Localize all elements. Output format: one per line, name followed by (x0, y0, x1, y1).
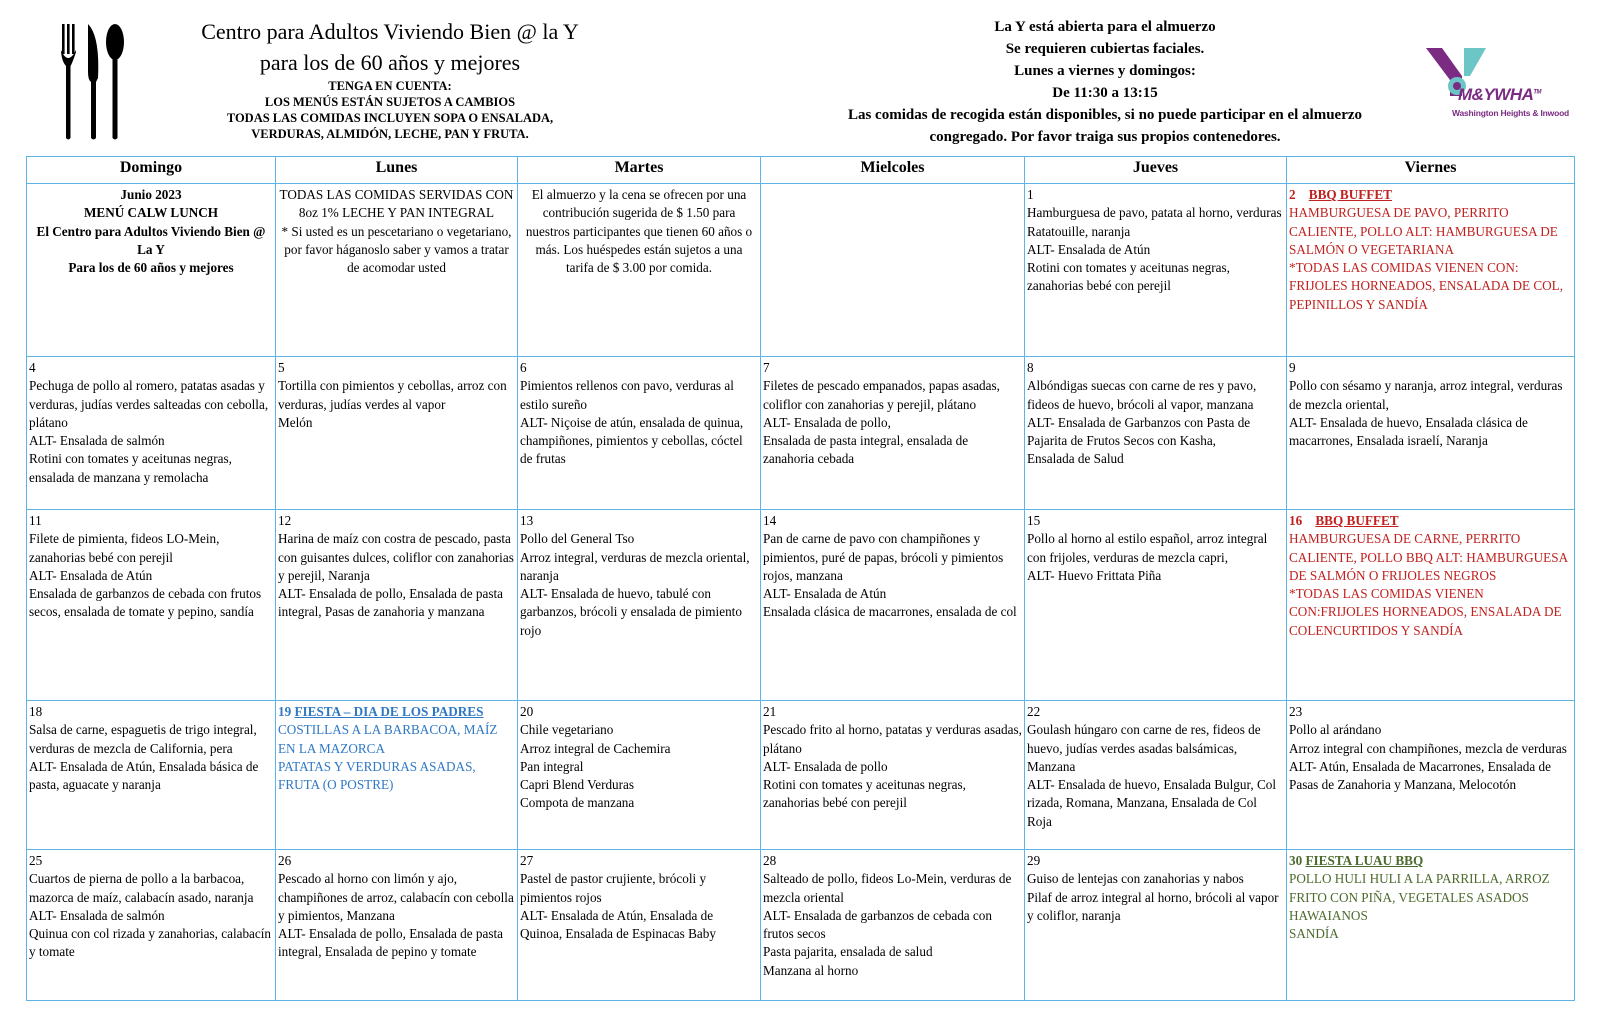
note-text: * Si usted es un pescetariano o vegetariano, por favor háganoslo saber y vamos a tratar de acomodar usted (281, 223, 512, 276)
menu-line: Filetes de pescado empanados, papas asadas, coliflor con zanahorias y perejil, plátano (763, 378, 1000, 412)
menu-line: HAMBURGUESA DE PAVO, PERRITO CALIENTE, POLLO ALT: HAMBURGUESA DE SALMÓN O VEGETARIANA (1289, 205, 1558, 257)
menu-line: POLLO HULI HULI A LA PARRILLA, ARROZ FRITO CON PIÑA, VEGETALES ASADOS HAWAIANOS (1289, 871, 1550, 923)
day-number: 4 (29, 360, 36, 375)
day-cell-21 (761, 701, 1025, 850)
day-number: 22 (1027, 704, 1041, 719)
menu-line: Harina de maíz con costra de pescado, pasta con guisantes dulces, coliflor con zanahorias y perejil, Naranja (278, 531, 514, 583)
info-line: Se requieren cubiertas faciales. (1005, 41, 1205, 57)
menu-line: Hamburguesa de pavo, patata al horno, verduras Ratatouille, naranja (1027, 205, 1282, 239)
menu-line: Pastel de pastor crujiente, brócoli y pimientos rojos (520, 871, 707, 905)
info-line: De 11:30 a 13:15 (1052, 85, 1158, 101)
weekday-header: Martes (518, 157, 761, 184)
weekday-header: Mielcoles (761, 157, 1025, 184)
info-line: congregado. Por favor traiga sus propios contenedores. (929, 129, 1281, 145)
day-number: 26 (278, 853, 292, 868)
day-cell-2-bbq (1287, 184, 1575, 357)
note-line: LOS MENÚS ESTÁN SUJETOS A CAMBIOS (264, 95, 516, 109)
menu-line: Ensalada de garbanzos de cebada con frutos secos, ensalada de tomate y pepino, sandía (29, 586, 262, 620)
menu-line: ALT- Ensalada de garbanzos de cebada con frutos secos (763, 907, 992, 942)
weekday-header: Viernes (1287, 157, 1575, 184)
menu-line: *TODAS LAS COMIDAS VIENEN CON: FRIJOLES HORNEADOS, ENSALADA DE COL, PEPINILLOS Y SANDÍA (1289, 260, 1564, 312)
day-cell-8 (1025, 357, 1287, 510)
menu-calendar (26, 156, 1575, 1001)
weekday-header: Domingo (27, 157, 276, 184)
day-number: 1 (1027, 187, 1034, 202)
weekday-header-row (27, 157, 1575, 184)
menu-line: ALT- Huevo Frittata Piña (1027, 567, 1162, 583)
menu-line: Pescado frito al horno, patatas y verduras asadas, plátano (763, 722, 1022, 756)
menu-line: ALT- Ensalada de Atún (1027, 241, 1151, 257)
day-cell-22 (1025, 701, 1287, 850)
menu-line: Filete de pimienta, fideos LO-Mein, zanahorias bebé con perejil (29, 531, 220, 565)
menu-line: SANDÍA (1289, 926, 1339, 942)
day-cell-4 (27, 357, 276, 510)
milk-bread-note-cell (276, 184, 518, 357)
center-name: El Centro para Adultos Viviendo Bien @ La Y (36, 223, 266, 257)
menu-line: ALT- Atún, Ensalada de Macarrones, Ensalada de Pasas de Zanahoria y Manzana, Melocotón (1289, 758, 1551, 793)
day-number: 23 (1289, 704, 1303, 719)
note-line: TODAS LAS COMIDAS INCLUYEN SOPA O ENSALADA, (226, 111, 554, 125)
day-cell-14 (761, 510, 1025, 701)
day-number: 29 (1027, 853, 1041, 868)
menu-line: Pan integral (520, 758, 584, 774)
menu-line: PATATAS Y VERDURAS ASADAS, FRUTA (O POSTRE) (278, 758, 476, 793)
day-cell-23 (1287, 701, 1575, 850)
day-number: 7 (763, 360, 770, 375)
day-cell-9 (1287, 357, 1575, 510)
menu-line: Goulash húngaro con carne de res, fideos de huevo, judías verdes asadas balsámicas, Manzana (1027, 722, 1261, 774)
day-cell-1 (1025, 184, 1287, 357)
menu-line: ALT- Ensalada de salmón (29, 907, 165, 923)
page-subtitle: para los de 60 años y mejores (259, 50, 521, 75)
menu-line: Pimientos rellenos con pavo, verduras al estilo sureño (520, 378, 734, 412)
day-cell-29 (1025, 850, 1287, 1001)
day-number: 27 (520, 853, 534, 868)
note-text: El almuerzo y la cena se ofrecen por una contribución sugerida de $ 1.50 para nuestros participantes que tienen 60 años o más. Los huéspedes están sujetos a una tarifa de $ 3.00 por comida. (525, 187, 753, 276)
week-row (27, 510, 1575, 701)
hours-info (795, 16, 1415, 148)
menu-line: Pan de carne de pavo con champiñones y pimientos, puré de papas, brócoli y pimientos rojos, manzana (763, 531, 1004, 583)
menu-line: Arroz integral de Cachemira (520, 740, 671, 756)
audience-label: Para los de 60 años y mejores (68, 260, 234, 276)
weekday-header: Jueves (1025, 157, 1287, 184)
month-label: Junio 2023 (120, 187, 182, 202)
day-number: 8 (1027, 360, 1034, 375)
title-block (140, 16, 640, 142)
week-row (27, 701, 1575, 850)
day-cell-12 (276, 510, 518, 701)
note-text: 8oz 1% LECHE Y PAN INTEGRAL (298, 205, 495, 221)
day-cell-16-bbq (1287, 510, 1575, 701)
day-number: 12 (278, 513, 292, 528)
menu-line: Pollo del General Tso (520, 531, 635, 547)
menu-line: ALT- Ensalada de pollo, (763, 414, 891, 430)
menu-line: Capri Blend Verduras (520, 777, 635, 793)
menu-line: Pescado al horno con limón y ajo, champiñones de arroz, calabacín con cebolla y pimientos, Manzana (278, 871, 514, 923)
contribution-note-cell (518, 184, 761, 357)
day-cell-7 (761, 357, 1025, 510)
day-number: 14 (763, 513, 777, 528)
day-number: 6 (520, 360, 527, 375)
menu-line: Pollo al arándano (1289, 722, 1382, 738)
menu-line: Salteado de pollo, fideos Lo-Mein, verduras de mezcla oriental (763, 871, 1012, 905)
menu-line: Arroz integral con champiñones, mezcla de verduras (1289, 740, 1567, 756)
week-row (27, 184, 1575, 357)
menu-line: Ensalada clásica de macarrones, ensalada de col (763, 604, 1017, 620)
day-number: 5 (278, 360, 285, 375)
menu-line: Chile vegetariano (520, 722, 614, 738)
week-row (27, 357, 1575, 510)
day-number: 28 (763, 853, 777, 868)
menu-line: Rotini con tomates y aceitunas negras, zanahorias bebé con perejil (1027, 260, 1230, 294)
note-line: TENGA EN CUENTA: (328, 79, 452, 93)
menu-line: Arroz integral, verduras de mezcla oriental, naranja (520, 549, 750, 583)
menu-line: *TODAS LAS COMIDAS VIENEN CON:FRIJOLES HORNEADOS, ENSALADA DE COLENCURTIDOS Y SANDÍA (1289, 586, 1562, 638)
menu-line: Albóndigas suecas con carne de res y pavo, fideos de huevo, brócoli al vapor, manzana (1027, 378, 1257, 412)
menu-line: ALT- Ensalada de pollo, Ensalada de pasta integral, Pasas de zanahoria y manzana (278, 586, 503, 620)
day-cell-18 (27, 701, 276, 850)
menu-name: MENÚ CALW LUNCH (83, 205, 219, 221)
special-heading: 2 BBQ BUFFET (1289, 187, 1392, 202)
menu-line: Tortilla con pimientos y cebollas, arroz con verduras, judías verdes al vapor (278, 378, 507, 412)
menu-line: HAMBURGUESA DE CARNE, PERRITO CALIENTE, POLLO BBQ ALT: HAMBURGUESA DE SALMÓN O FRIJOLES NEGROS (1289, 531, 1568, 583)
menu-line: COSTILLAS A LA BARBACOA, MAÍZ EN LA MAZORCA (278, 722, 498, 756)
day-number: 11 (29, 513, 42, 528)
menu-line: Melón (278, 414, 313, 430)
day-number: 13 (520, 513, 534, 528)
menu-line: Rotini con tomates y aceitunas negras, zanahorias bebé con perejil (763, 777, 966, 811)
day-cell-19-fiesta (276, 701, 518, 850)
menu-line: Ensalada de pasta integral, ensalada de zanahoria cebada (763, 433, 969, 467)
info-line: Lunes a viernes y domingos: (1014, 63, 1196, 79)
menu-line: Pollo al horno al estilo español, arroz integral con frijoles, verduras de mezcla capri, (1027, 531, 1268, 565)
menu-line: Pasta pajarita, ensalada de salud (763, 944, 933, 960)
empty-day-cell (761, 184, 1025, 357)
menu-line: ALT- Ensalada de huevo, Ensalada clásica de macarrones, Ensalada israelí, Naranja (1289, 414, 1528, 449)
menu-line: ALT- Ensalada de Garbanzos con Pasta de Pajarita de Frutos Secos con Kasha, (1027, 414, 1251, 449)
day-cell-30-luau (1287, 850, 1575, 1001)
day-cell-15 (1025, 510, 1287, 701)
menu-line: ALT- Ensalada de Atún (29, 567, 153, 583)
menu-line: Pechuga de pollo al romero, patatas asadas y verduras, judías verdes salteadas con cebolla, plátano (29, 378, 269, 430)
menu-intro-cell (27, 184, 276, 357)
menu-line: Rotini con tomates y aceitunas negras, ensalada de manzana y remolacha (29, 451, 232, 485)
day-number: 15 (1027, 513, 1041, 528)
menu-line: Quinua con col rizada y zanahorias, calabacín y tomate (29, 926, 272, 960)
day-cell-25 (27, 850, 276, 1001)
weekday-header: Lunes (276, 157, 518, 184)
menu-line: Pollo con sésamo y naranja, arroz integral, verduras de mezcla oriental, (1289, 378, 1563, 412)
day-cell-26 (276, 850, 518, 1001)
day-cell-28 (761, 850, 1025, 1001)
page-title: Centro para Adultos Viviendo Bien @ la Y (201, 19, 579, 44)
day-number: 21 (763, 704, 777, 719)
note-line: VERDURAS, ALMIDÓN, LECHE, PAN Y FRUTA. (251, 127, 529, 141)
day-number: 18 (29, 704, 43, 719)
menu-line: ALT- Ensalada de Atún, Ensalada de Quinoa, Ensalada de Espinacas Baby (520, 907, 716, 942)
menu-line: ALT- Ensalada de Atún (763, 586, 887, 602)
utensils-icon (58, 22, 126, 140)
day-cell-13 (518, 510, 761, 701)
menu-line: ALT- Niçoise de atún, ensalada de quinua, champiñones, pimientos y cebollas, cóctel de frutas (520, 414, 744, 467)
special-heading: 19 FIESTA – DIA DE LOS PADRES (278, 704, 484, 719)
info-line: La Y está abierta para el almuerzo (994, 19, 1216, 35)
menu-line: Compota de manzana (520, 795, 635, 811)
menu-line: ALT- Ensalada de pollo (763, 758, 888, 774)
special-heading: 30 FIESTA LUAU BBQ (1289, 853, 1424, 868)
day-cell-20 (518, 701, 761, 850)
menu-line: ALT- Ensalada de Atún, Ensalada básica de pasta, aguacate y naranja (29, 758, 259, 793)
info-line: Las comidas de recogida están disponibles, si no puede participar en el almuerzo (847, 107, 1363, 123)
menu-line: Salsa de carne, espaguetis de trigo integral, verduras de mezcla de California, pera (29, 722, 257, 756)
menu-line: Manzana al horno (763, 962, 859, 978)
day-cell-27 (518, 850, 761, 1001)
day-cell-11 (27, 510, 276, 701)
day-number: 9 (1289, 360, 1296, 375)
menu-line: ALT- Ensalada de huevo, Ensalada Bulgur, Col rizada, Romana, Manzana, Ensalada de Col Roja (1027, 777, 1277, 829)
menu-line: Guiso de lentejas con zanahorias y nabos (1027, 871, 1244, 887)
menu-line: ALT- Ensalada de huevo, tabulé con garbanzos, brócoli y ensalada de pimiento rojo (520, 586, 742, 638)
day-cell-6 (518, 357, 761, 510)
menu-line: Pilaf de arroz integral al horno, brócoli al vapor y coliflor, naranja (1027, 889, 1279, 923)
note-text: TODAS LAS COMIDAS SERVIDAS CON (279, 187, 514, 202)
menu-line: ALT- Ensalada de pollo, Ensalada de pasta integral, Ensalada de pepino y tomate (278, 926, 503, 960)
week-row (27, 850, 1575, 1001)
day-number: 20 (520, 704, 534, 719)
logo-text: M&YWHA™ (1458, 85, 1542, 104)
menu-line: ALT- Ensalada de salmón (29, 433, 165, 449)
logo-subtitle: Washington Heights & Inwood (1452, 108, 1570, 118)
day-cell-5 (276, 357, 518, 510)
special-heading: 16 BBQ BUFFET (1289, 513, 1399, 528)
menu-line: Ensalada de Salud (1027, 451, 1124, 467)
menu-line: Cuartos de pierna de pollo a la barbacoa, mazorca de maíz, calabacín asado, naranja (29, 871, 254, 905)
day-number: 25 (29, 853, 43, 868)
